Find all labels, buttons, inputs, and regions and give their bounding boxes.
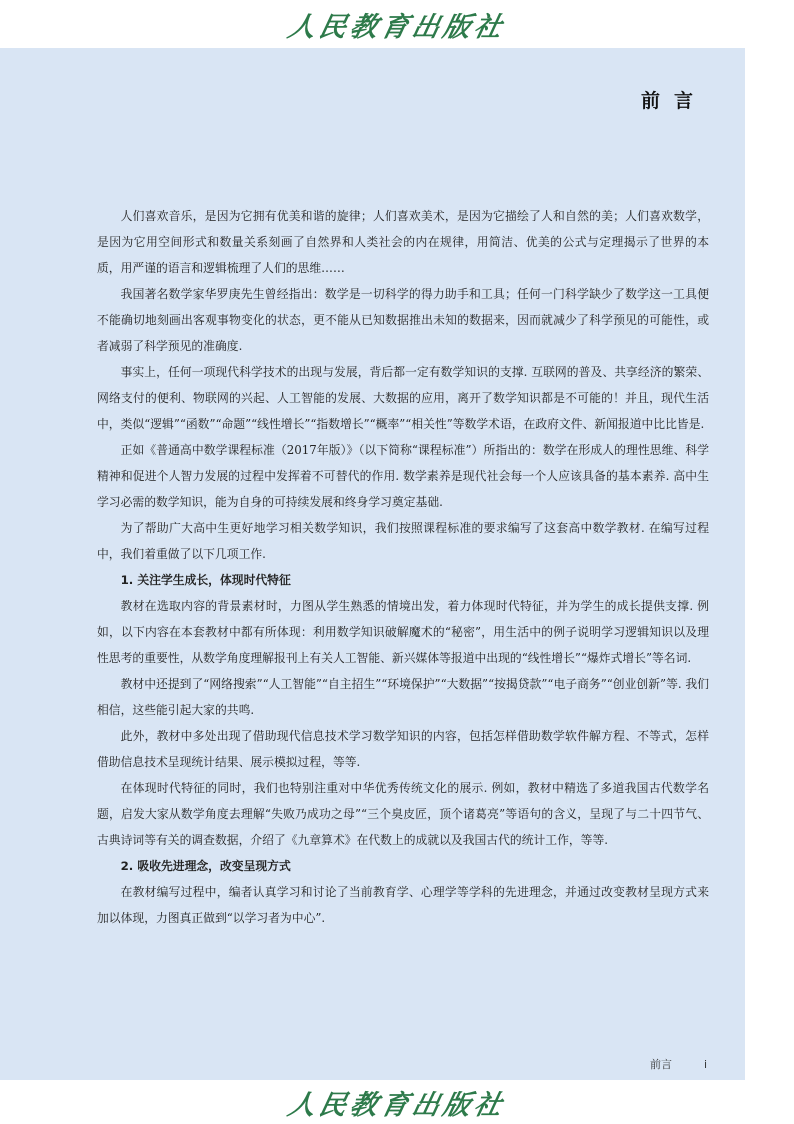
publisher-logo-top [0, 2, 794, 46]
paragraph: 教材在选取内容的背景素材时，力图从学生熟悉的情境出发，着力体现时代特征，并为学生的成长提供支撑. 例如，以下内容在本套教材中都有所体现：利用数学知识破解魔术的“秘密”，用生活中的例子说明学习逻辑知识以及理性思考的重要性，从数学角度理解报刊上有关人工智能、新兴媒体等报道中出现的“线性增长”“爆炸式增长”等名词. [97, 599, 709, 665]
page-content-area [0, 48, 745, 1080]
section-heading: 2. 吸收先进理念，改变呈现方式 [120, 859, 291, 873]
preface-body [97, 203, 709, 931]
paragraph: 在教材编写过程中，编者认真学习和讨论了当前教育学、心理学等学科的先进理念，并通过改变教材呈现方式来加以体现，力图真正做到“以学习者为中心”. [97, 885, 709, 925]
section-heading: 1. 关注学生成长，体现时代特征 [120, 573, 291, 587]
publisher-logo-bottom [0, 1080, 794, 1124]
footer-label: 前言 [650, 1058, 672, 1071]
page-title: 前言 [640, 90, 707, 112]
publisher-logo-text: 人民教育出版社 [284, 11, 509, 43]
paragraph: 事实上，任何一项现代科学技术的出现与发展，背后都一定有数学知识的支撑. 互联网的普及、共享经济的繁荣、网络支付的便利、物联网的兴起、人工智能的发展、大数据的应用，离开了数学知识都是不可能的！并且，现代生活中，类似“逻辑”“函数”“命题”“线性增长”“指数增长”“概率”“相关性”等数学术语，在政府文件、新闻报道中比比皆是. [97, 365, 709, 431]
paragraph: 我国著名数学家华罗庚先生曾经指出：数学是一切科学的得力助手和工具；任何一门科学缺少了数学这一工具便不能确切地刻画出客观事物变化的状态，更不能从已知数据推出未知的数据来，因而就减少了科学预见的可能性，或者减弱了科学预见的准确度. [97, 287, 709, 353]
paragraph: 此外，教材中多处出现了借助现代信息技术学习数学知识的内容，包括怎样借助数学软件解方程、不等式，怎样借助信息技术呈现统计结果、展示模拟过程，等等. [97, 729, 709, 769]
paragraph: 为了帮助广大高中生更好地学习相关数学知识，我们按照课程标准的要求编写了这套高中数学教材. 在编写过程中，我们着重做了以下几项工作. [97, 521, 709, 561]
paragraph: 正如《普通高中数学课程标准（2017年版）》（以下简称“课程标准”）所指出的：数学在形成人的理性思维、科学精神和促进个人智力发展的过程中发挥着不可替代的作用. 数学素养是现代社会每一个人应该具备的基本素养. 高中生学习必需的数学知识，能为自身的可持续发展和终身学习奠定基础. [97, 443, 709, 509]
paragraph: 教材中还提到了“网络搜索”“人工智能”“自主招生”“环境保护”“大数据”“按揭贷款”“电子商务”“创业创新”等. 我们相信，这些能引起大家的共鸣. [97, 677, 709, 717]
paragraph: 在体现时代特征的同时，我们也特别注重对中华优秀传统文化的展示. 例如，教材中精选了多道我国古代数学名题，启发大家从数学角度去理解“失败乃成功之母”“三个臭皮匠，顶个诸葛亮”等语句的含义，呈现了与二十四节气、古典诗词等有关的调查数据，介绍了《九章算术》在代数上的成就以及我国古代的统计工作，等等. [97, 781, 709, 847]
publisher-logo-text: 人民教育出版社 [284, 1089, 509, 1121]
page-footer [650, 1056, 707, 1072]
page-number: i [704, 1058, 708, 1071]
paragraph: 人们喜欢音乐，是因为它拥有优美和谐的旋律；人们喜欢美术，是因为它描绘了人和自然的美；人们喜欢数学，是因为它用空间形式和数量关系刻画了自然界和人类社会的内在规律，用简洁、优美的公式与定理揭示了世界的本质，用严谨的语言和逻辑梳理了人们的思维…… [97, 209, 709, 275]
